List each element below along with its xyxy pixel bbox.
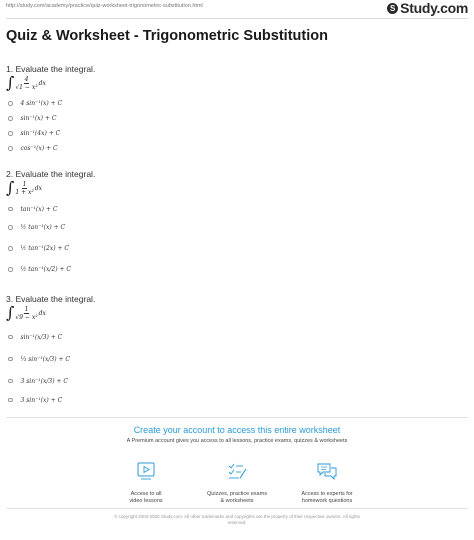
- radio-button[interactable]: [8, 207, 13, 212]
- answer-option[interactable]: sin⁻¹(x/3) + C: [8, 326, 466, 348]
- question-2: [6, 169, 466, 280]
- answer-option[interactable]: ⅓ sin⁻¹(x/3) + C: [8, 348, 466, 370]
- integral-sign: ∫: [6, 303, 15, 322]
- answer-option[interactable]: ½ tan⁻¹(x/2) + C: [8, 259, 466, 280]
- answer-option[interactable]: sin⁻¹(4x) + C: [8, 126, 466, 141]
- integral-sign: ∫: [6, 73, 15, 92]
- radio-button[interactable]: [8, 246, 13, 251]
- integral-expression: ∫ $\frac{4}{\text{√1 − x²}}$ dx: [6, 73, 46, 92]
- checklist-icon: [226, 460, 248, 482]
- fraction: $\frac{4}{\text{√1 − x²}}$: [15, 75, 38, 91]
- radio-button[interactable]: [8, 267, 13, 272]
- feature-label: Access to experts for: [301, 491, 353, 497]
- question-3: [6, 294, 466, 408]
- feature-label: Access to all: [130, 491, 162, 497]
- study-logo[interactable]: [387, 0, 468, 16]
- feature-label: Quizzes, practice exams: [207, 491, 267, 497]
- logo-text: Study.com: [400, 0, 468, 16]
- page-url: http://study.com/academy/practice/quiz-worksheet-trigonometric-substitution.html: [6, 3, 203, 9]
- feature-experts: [272, 460, 382, 505]
- promo-divider: [6, 417, 468, 418]
- feature-label: & worksheets: [220, 498, 254, 504]
- promo-title[interactable]: Create your account to access this entire worksheet: [133, 425, 341, 435]
- answer-option[interactable]: tan⁻¹(x) + C: [8, 201, 466, 217]
- radio-button[interactable]: [8, 131, 13, 136]
- radio-button[interactable]: [8, 116, 13, 121]
- page-title: Quiz & Worksheet - Trigonometric Substitution: [6, 28, 328, 44]
- integral-expression: ∫ $\frac{1}{\text{√9 − x²}}$ dx: [6, 303, 46, 322]
- integral-sign: ∫: [6, 178, 15, 197]
- radio-button[interactable]: [8, 146, 13, 151]
- radio-button[interactable]: [8, 379, 13, 384]
- video-icon: [135, 460, 157, 482]
- answer-option[interactable]: cos⁻¹(x) + C: [8, 141, 466, 156]
- question-heading: 3. Evaluate the integral.: [6, 294, 96, 304]
- feature-label: homework questions: [301, 498, 353, 504]
- answer-option[interactable]: 3 sin⁻¹(x) + C: [8, 392, 466, 408]
- header-divider: [6, 18, 468, 19]
- footer-divider: [6, 508, 468, 509]
- question-heading: 1. Evaluate the integral.: [6, 64, 96, 74]
- chat-icon: [316, 460, 338, 482]
- answer-option[interactable]: ½ tan⁻¹(2x) + C: [8, 238, 466, 259]
- radio-button[interactable]: [8, 335, 13, 340]
- question-heading: 2. Evaluate the integral.: [6, 169, 96, 179]
- answer-option[interactable]: 3 sin⁻¹(x/3) + C: [8, 370, 466, 392]
- radio-button[interactable]: [8, 398, 13, 403]
- answer-options: [6, 96, 466, 156]
- integral-expression: ∫ $\frac{1}{\text{1 + x²}}$ dx: [6, 178, 43, 197]
- radio-button[interactable]: [8, 101, 13, 106]
- feature-label: video lessons: [129, 498, 163, 504]
- answer-option[interactable]: sin⁻¹(x) + C: [8, 111, 466, 126]
- promo-subtitle: A Premium account gives you access to all lessons, practice exams, quizzes & worksheets: [126, 438, 348, 444]
- answer-option[interactable]: ½ tan⁻¹(x) + C: [8, 217, 466, 238]
- copyright-text: © copyright 2003-2020 Study.com. All other trademarks and copyrights are the property of their respective owners. All rights reserved.: [114, 514, 360, 525]
- radio-button[interactable]: [8, 225, 13, 230]
- answer-options: [6, 201, 466, 280]
- logo-mark-icon: S: [387, 3, 398, 14]
- answer-options: [6, 326, 466, 408]
- question-1: [6, 64, 466, 156]
- answer-option[interactable]: 4 sin⁻¹(x) + C: [8, 96, 466, 111]
- fraction: $\frac{1}{\text{1 + x²}}$: [15, 180, 34, 196]
- radio-button[interactable]: [8, 357, 13, 362]
- fraction: $\frac{1}{\text{√9 − x²}}$: [15, 305, 38, 321]
